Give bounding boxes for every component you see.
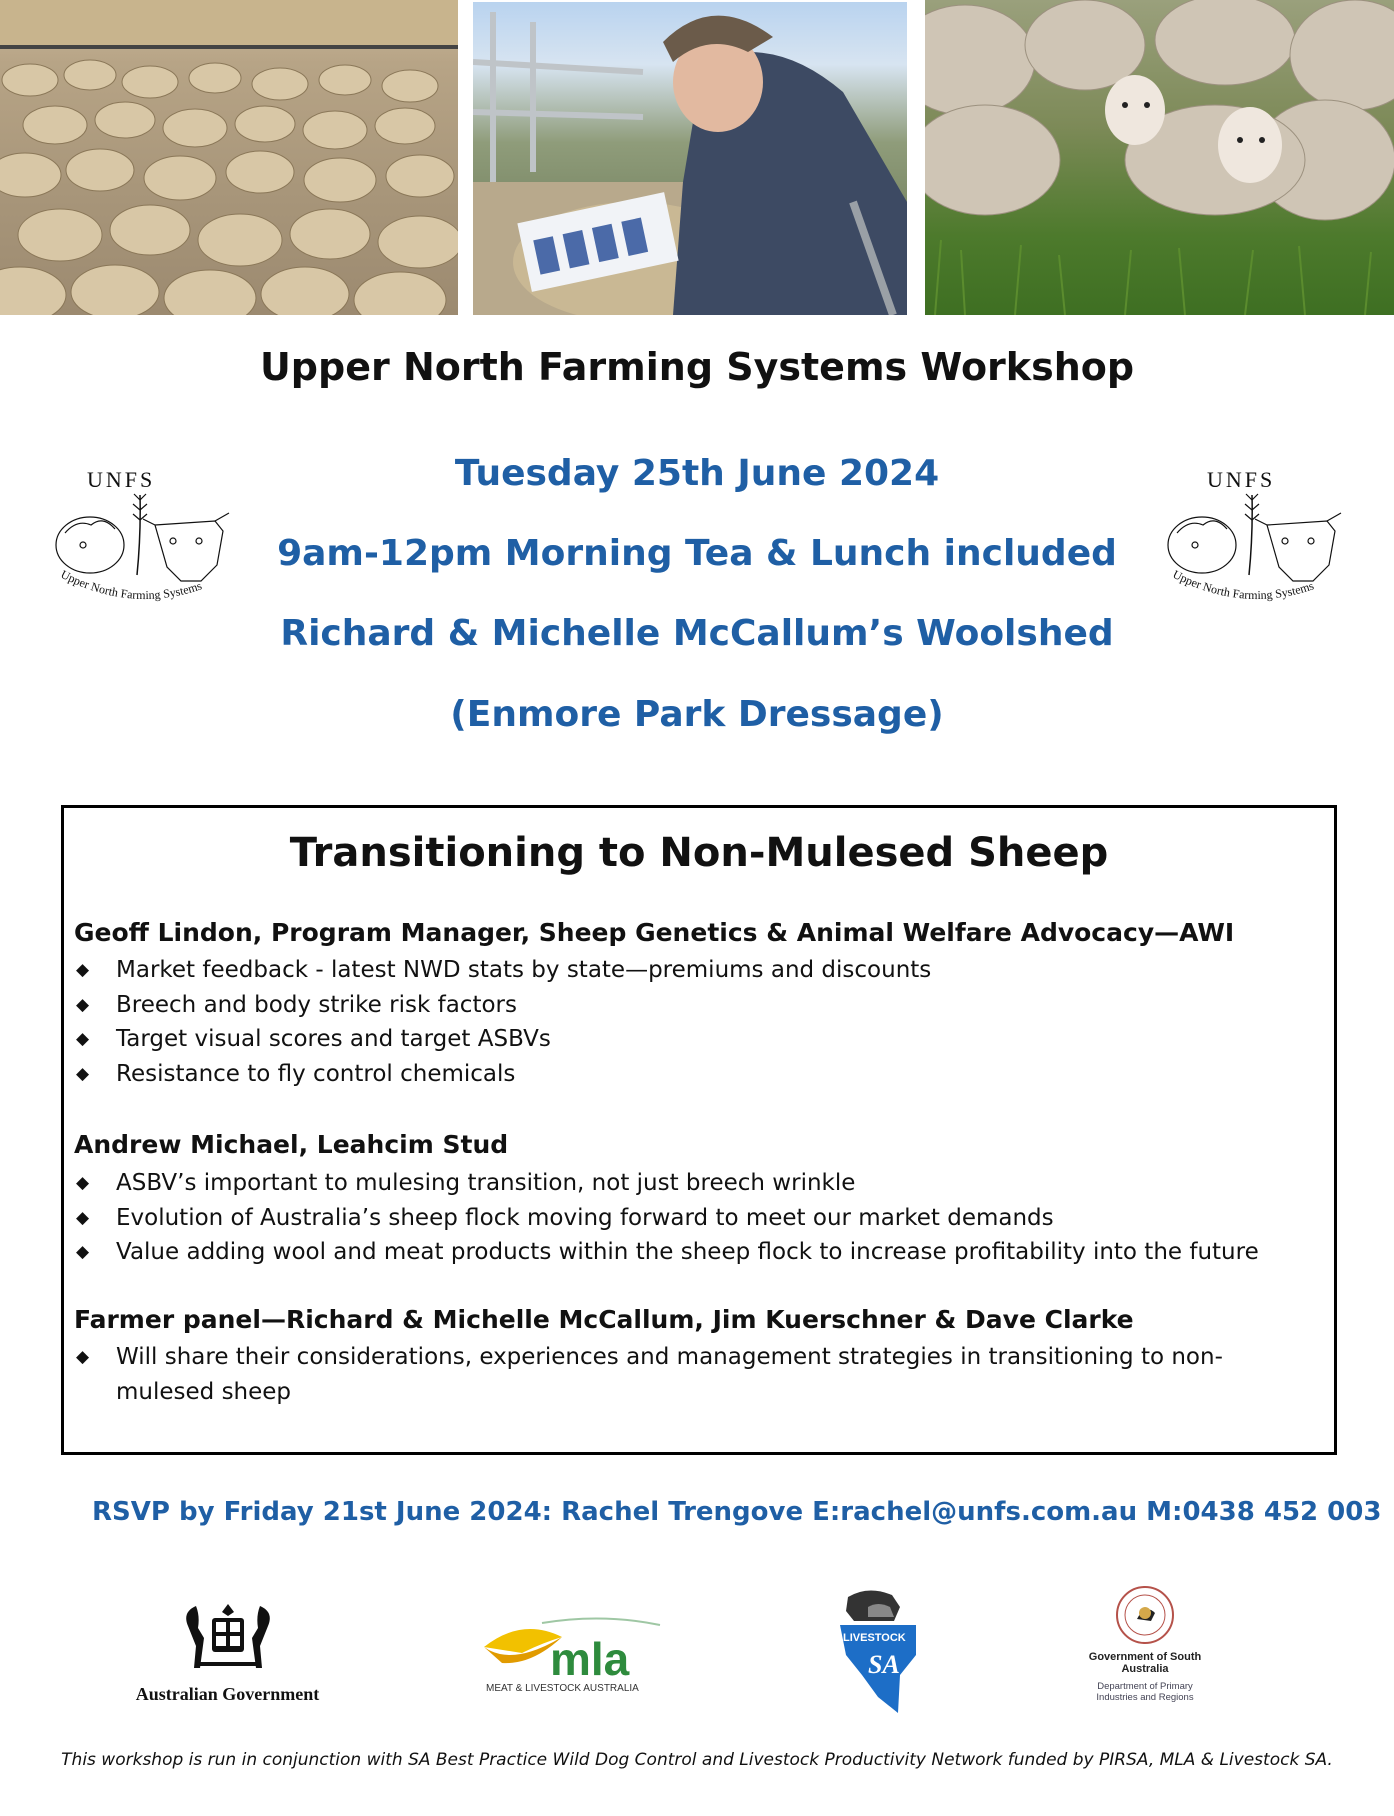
diamond-bullet-icon: ◆: [76, 1242, 90, 1262]
list-item: ◆ Breech and body strike risk factors: [74, 988, 1304, 1023]
svg-text:SA: SA: [868, 1650, 900, 1679]
australian-government-logo: [125, 1596, 330, 1706]
livestock-sa-logo: [838, 1585, 918, 1715]
svg-text:UNFS: UNFS: [1207, 467, 1276, 492]
sa-piping-shrike-icon: [1113, 1583, 1177, 1647]
event-venue: Richard & Michelle McCallum’s Woolshed: [280, 613, 1114, 654]
event-venue-sub: (Enmore Park Dressage): [450, 694, 944, 735]
mla-mark-icon: [482, 1617, 662, 1681]
pirsa-department: Department of Primary Industries and Regions: [1096, 1681, 1194, 1703]
list-item: ◆ Target visual scores and target ASBVs: [74, 1022, 1304, 1057]
event-time: 9am-12pm Morning Tea & Lunch included: [277, 533, 1117, 574]
svg-text:Upper North Farming Systems: Upper North Farming Systems: [58, 566, 204, 603]
unfs-logo: [45, 455, 245, 625]
speaker-heading: Andrew Michael, Leahcim Stud: [74, 1130, 509, 1159]
mla-name: MEAT & LIVESTOCK AUSTRALIA: [486, 1683, 639, 1694]
speaker-heading: Geoff Lindon, Program Manager, Sheep Genetics & Animal Welfare Advocacy—AWI: [74, 918, 1235, 947]
list-item: ◆ Evolution of Australia’s sheep flock moving forward to meet our market demands: [74, 1201, 1304, 1236]
unfs-logo: [1157, 455, 1357, 625]
diamond-bullet-icon: ◆: [76, 960, 90, 980]
sa-government-title: Government of South Australia: [1088, 1651, 1202, 1675]
svg-text:LIVESTOCK: LIVESTOCK: [843, 1632, 906, 1644]
australian-government-label: Australian Government: [135, 1684, 320, 1704]
diamond-bullet-icon: ◆: [76, 994, 90, 1015]
diamond-bullet-icon: ◆: [76, 1347, 90, 1367]
sa-government-logo: [1080, 1583, 1210, 1713]
sheep-flock-photo: [0, 0, 458, 315]
mla-logo: [482, 1617, 662, 1697]
funding-footnote: This workshop is run in conjunction with SA Best Practice Wild Dog Control and Livestock Productivity Network funded by PIRSA, MLA & Livestock SA.: [61, 1750, 1333, 1770]
bullet-list: [74, 1340, 1304, 1409]
svg-text:mla: mla: [550, 1633, 630, 1681]
program-title: Transitioning to Non-Mulesed Sheep: [289, 830, 1109, 876]
farmer-inspecting-sheep-photo: [473, 2, 907, 315]
bullet-list: [74, 1166, 1304, 1270]
list-item: ◆ Will share their considerations, experiences and management strategies in transitioning to non-mulesed sheep: [74, 1340, 1304, 1409]
event-date: Tuesday 25th June 2024: [454, 453, 940, 494]
bullet-list: [74, 953, 1304, 1091]
speaker-heading: Farmer panel—Richard & Michelle McCallum, Jim Kuerschner & Dave Clarke: [74, 1305, 1134, 1334]
list-item: ◆ Resistance to fly control chemicals: [74, 1057, 1304, 1092]
svg-text:UNFS: UNFS: [87, 467, 156, 492]
list-item: ◆ Market feedback - latest NWD stats by state—premiums and discounts: [74, 953, 1304, 988]
workshop-title: Upper North Farming Systems Workshop: [259, 345, 1135, 389]
diamond-bullet-icon: ◆: [76, 1207, 90, 1228]
coat-of-arms-icon: [168, 1596, 288, 1676]
list-item: ◆ ASBV’s important to mulesing transition, not just breech wrinkle: [74, 1166, 1304, 1201]
svg-text:Upper North Farming Systems: Upper North Farming Systems: [1170, 566, 1316, 603]
diamond-bullet-icon: ◆: [76, 1029, 90, 1049]
merino-sheep-photo: [925, 0, 1394, 315]
diamond-bullet-icon: ◆: [76, 1173, 90, 1193]
program-box: [61, 805, 1337, 1455]
rsvp-line: RSVP by Friday 21st June 2024: Rachel Trengove E:rachel@unfs.com.au M:0438 452 003: [92, 1497, 1382, 1527]
list-item: ◆ Value adding wool and meat products within the sheep flock to increase profitability into the future: [74, 1235, 1304, 1270]
diamond-bullet-icon: ◆: [76, 1063, 90, 1084]
